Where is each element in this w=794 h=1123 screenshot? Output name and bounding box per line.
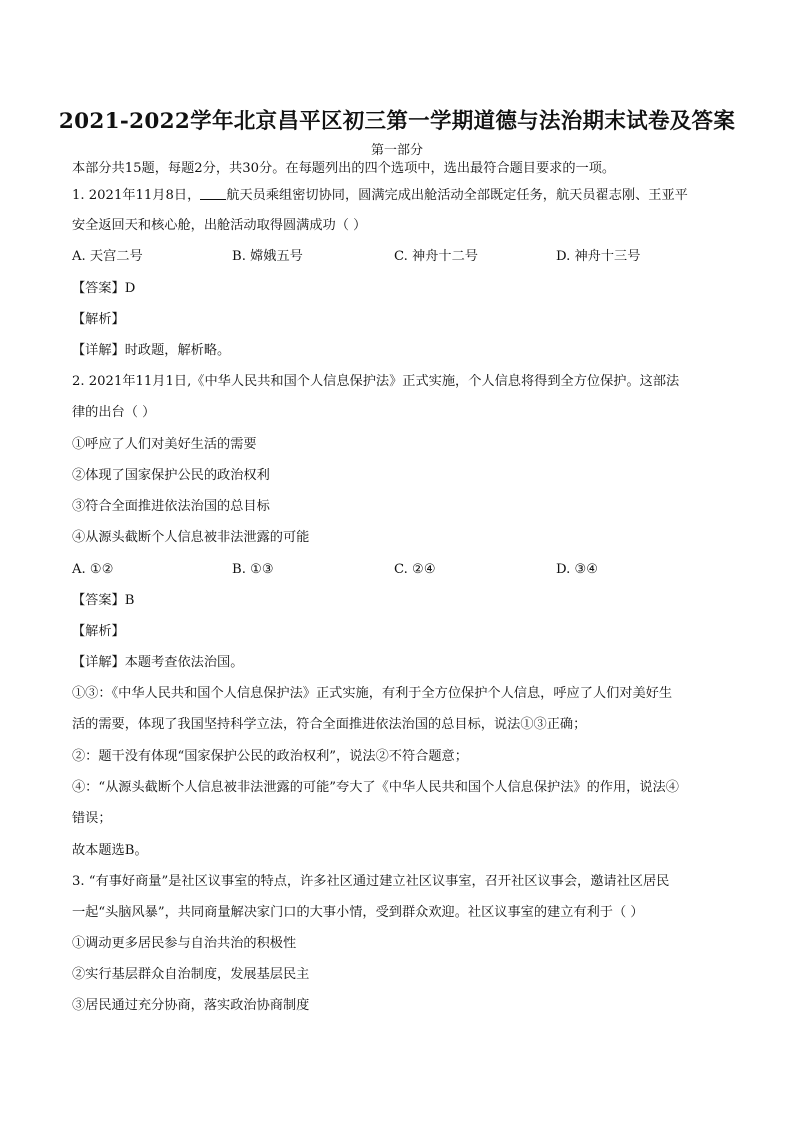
question-2-explanation-1-cont: 活的需要，体现了我国坚持科学立法，符合全面推进依法治国的总目标，说法①③正确； <box>72 717 587 732</box>
question-1-option-c: C. 神舟十二号 <box>394 249 478 264</box>
section-heading: 第一部分 <box>370 143 423 158</box>
question-3-stem-line2: 一起“头脑风暴”，共同商量解决家门口的大事小情，受到群众欢迎。社区议事室的建立有利于（ ） <box>72 905 644 920</box>
question-3-stem: 3. “有事好商量”是社区议事室的特点，许多社区通过建立社区议事室，召开社区议事会，邀请社区居民 <box>72 874 670 889</box>
question-1-stem-start: 1. 2021年11月8日， <box>72 188 201 203</box>
question-2-item-2: ②体现了国家保护公民的政治权利 <box>72 468 270 483</box>
question-2-stem: 2. 2021年11月1日,《中华人民共和国个人信息保护法》正式实施，个人信息将得到全方位保护。这部法 <box>72 374 680 389</box>
question-2-option-d: D. ③④ <box>556 562 599 577</box>
question-2-stem-line2: 律的出台（ ） <box>72 405 156 420</box>
question-2-explanation-3: ④：“从源头截断个人信息被非法泄露的可能”夸大了《中华人民共和国个人信息保护法》的作用，说法④ <box>72 780 679 795</box>
question-3-item-1: ①调动更多居民参与自治共治的积极性 <box>72 936 297 951</box>
question-1-option-b: B. 嫦娥五号 <box>232 249 303 264</box>
question-2-explanation-1: ①③：《中华人民共和国个人信息保护法》正式实施，有利于全方位保护个人信息，呼应了人们对美好生 <box>72 686 673 701</box>
question-1-detail: 【详解】时政题，解析略。 <box>72 343 231 358</box>
question-2-detail: 【详解】本题考查依法治国。 <box>72 655 244 670</box>
question-1-option-d: D. 神舟十三号 <box>556 249 641 264</box>
question-1-blank <box>200 186 226 200</box>
question-2-option-c: C. ②④ <box>394 562 436 577</box>
question-2-item-3: ③符合全面推进依法治国的总目标 <box>72 499 270 514</box>
question-2-option-a: A. ①② <box>72 562 114 577</box>
question-2-explanation-3-cont: 错误； <box>72 811 112 826</box>
question-1-stem <box>72 186 732 205</box>
question-2-analysis-label: 【解析】 <box>72 624 125 639</box>
question-2-explanation-2: ②：题干没有体现“国家保护公民的政治权利”，说法②不符合题意； <box>72 749 468 764</box>
section-instructions: 本部分共15题，每题2分，共30分。在每题列出的四个选项中，选出最符合题目要求的一项。 <box>72 161 616 176</box>
question-2-item-4: ④从源头截断个人信息被非法泄露的可能 <box>72 530 310 545</box>
question-2-answer: 【答案】B <box>72 593 135 608</box>
question-1-stem-line2: 安全返回天和核心舱，出舱活动取得圆满成功（ ） <box>72 218 367 233</box>
question-3-item-2: ②实行基层群众自治制度，发展基层民主 <box>72 967 310 982</box>
question-2-option-b: B. ①③ <box>232 562 274 577</box>
question-1-stem-end: 航天员乘组密切协同，圆满完成出舱活动全部既定任务，航天员翟志刚、王亚平 <box>226 188 688 203</box>
question-2-item-1: ①呼应了人们对美好生活的需要 <box>72 437 257 452</box>
question-2-conclusion: 故本题选B。 <box>72 843 148 858</box>
question-1-option-a: A. 天宫二号 <box>72 249 143 264</box>
question-1-answer: 【答案】D <box>72 281 136 296</box>
question-1-analysis-label: 【解析】 <box>72 312 125 327</box>
question-3-item-3: ③居民通过充分协商，落实政治协商制度 <box>72 998 310 1013</box>
document-title: 2021-2022学年北京昌平区初三第一学期道德与法治期末试卷及答案 <box>58 109 736 134</box>
